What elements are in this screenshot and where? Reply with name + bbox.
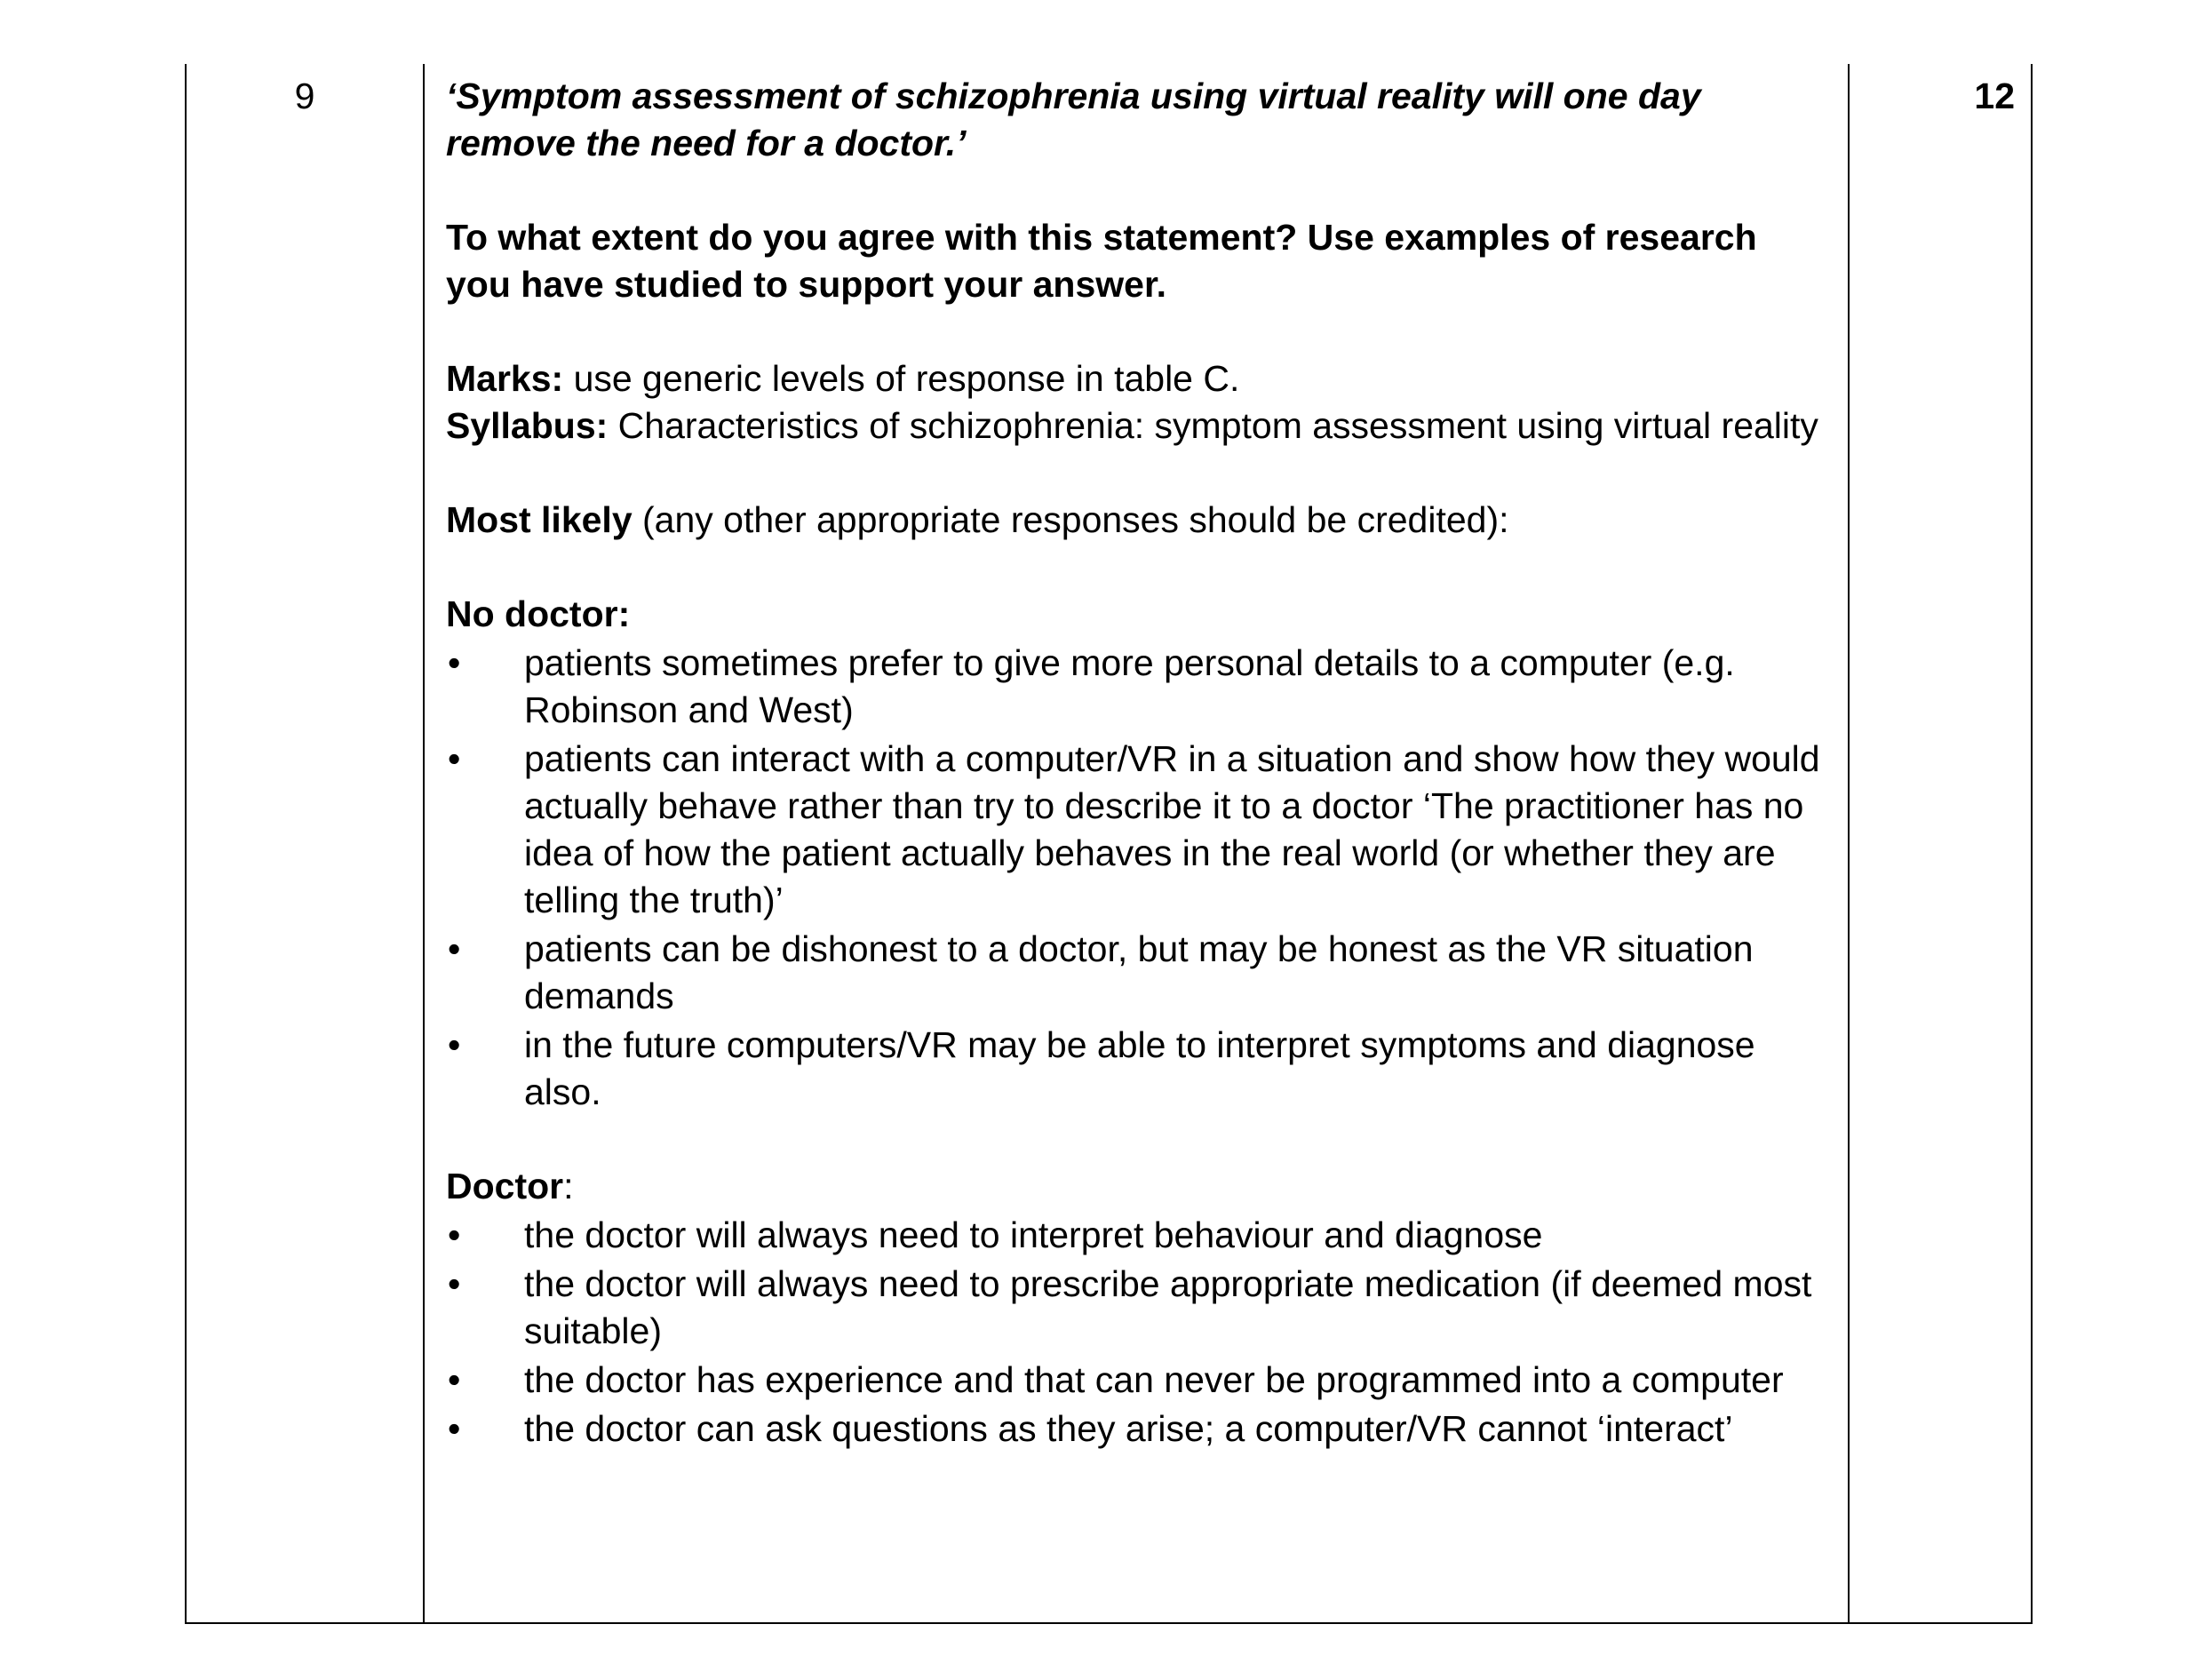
syllabus-text: Characteristics of schizophrenia: symptom assessment using virtual reality	[608, 405, 1818, 446]
marks-guidance-label: Marks:	[446, 358, 564, 399]
bullet-icon: •	[448, 1024, 461, 1065]
bullet-icon: •	[448, 928, 461, 969]
question-instruction: To what extent do you agree with this statement? Use examples of research you have studied to support your answer.	[446, 217, 1757, 305]
most-likely-label: Most likely	[446, 499, 633, 540]
bullet-icon: •	[448, 1408, 461, 1449]
most-likely	[446, 497, 1830, 544]
list-item	[446, 1405, 1830, 1453]
marks-value: 12	[1974, 76, 2015, 116]
section-heading-suffix: :	[563, 1166, 574, 1206]
marking-meta	[446, 355, 1830, 450]
section-heading	[446, 591, 1830, 638]
syllabus	[446, 402, 1830, 450]
section-heading-label: No doctor:	[446, 593, 631, 634]
list-item-text: the doctor will always need to interpret behaviour and diagnose	[524, 1214, 1543, 1255]
question-number: 9	[294, 76, 315, 116]
question-statement: ‘Symptom assessment of schizophrenia using virtual reality will one day remove the need for a doctor.’	[446, 76, 1701, 163]
list-item-text: patients can be dishonest to a doctor, but may be honest as the VR situation demands	[524, 928, 1754, 1016]
list-item	[446, 1212, 1830, 1259]
bullet-list	[446, 1212, 1830, 1453]
mark-scheme-table	[185, 64, 2033, 1624]
bullet-icon: •	[448, 642, 461, 683]
list-item	[446, 1022, 1830, 1116]
marks-cell	[1850, 64, 2033, 1622]
section-no-doctor	[446, 591, 1830, 1116]
section-doctor	[446, 1163, 1830, 1453]
bullet-icon: •	[448, 1263, 461, 1304]
section-heading	[446, 1163, 1830, 1210]
bullet-icon: •	[448, 1214, 461, 1255]
bullet-list	[446, 640, 1830, 1116]
section-heading-label: Doctor	[446, 1166, 564, 1206]
list-item-text: the doctor has experience and that can never be programmed into a computer	[524, 1359, 1784, 1400]
bullet-icon: •	[448, 738, 461, 779]
list-item-text: the doctor will always need to prescribe appropriate medication (if deemed most suitable)	[524, 1263, 1812, 1351]
list-item	[446, 736, 1830, 924]
list-item-text: patients sometimes prefer to give more personal details to a computer (e.g. Robinson and West)	[524, 642, 1735, 730]
list-item-text: in the future computers/VR may be able to interpret symptoms and diagnose also.	[524, 1024, 1755, 1112]
list-item	[446, 1357, 1830, 1404]
list-item	[446, 926, 1830, 1020]
list-item-text: the doctor can ask questions as they arise; a computer/VR cannot ‘interact’	[524, 1408, 1733, 1449]
marks-guidance	[446, 355, 1830, 402]
bullet-icon: •	[448, 1359, 461, 1400]
list-item-text: patients can interact with a computer/VR in a situation and show how they would actually behave rather than try to describe it to a doctor ‘The practitioner has no idea of how the patient actually behaves in the real world (or whether they are telling the truth)’	[524, 738, 1820, 920]
question-number-cell	[187, 64, 425, 1622]
marks-guidance-text: use generic levels of response in table C.	[563, 358, 1240, 399]
syllabus-label: Syllabus:	[446, 405, 609, 446]
guidance-cell	[425, 64, 1850, 1622]
list-item	[446, 1261, 1830, 1355]
list-item	[446, 640, 1830, 734]
most-likely-text: (any other appropriate responses should be credited):	[632, 499, 1509, 540]
